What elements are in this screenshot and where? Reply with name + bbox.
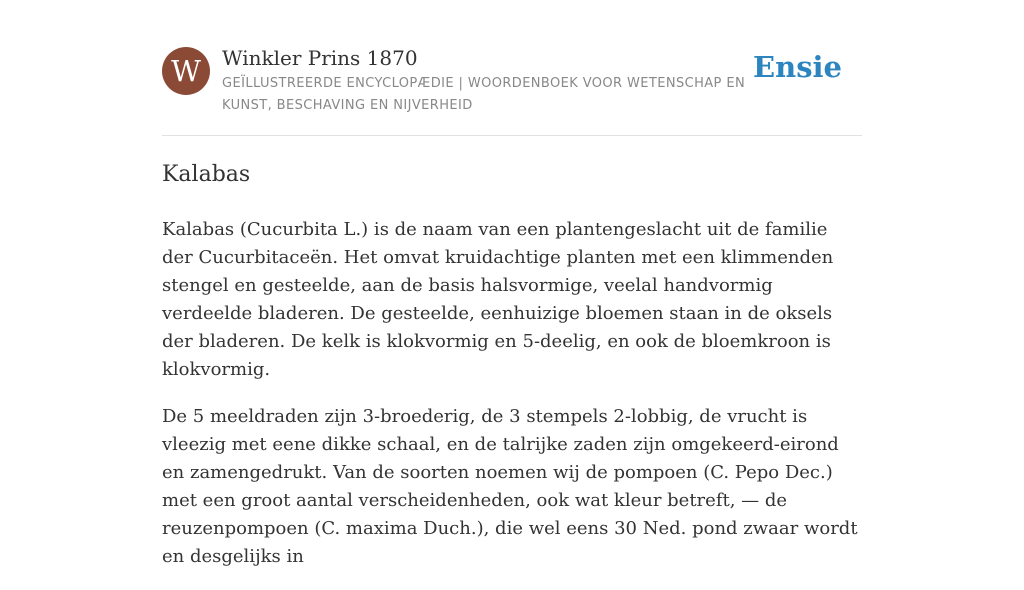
article-paragraph: De 5 meeldraden zijn 3-broederig, de 3 stempels 2-lobbig, de vrucht is vleezig met eene dikke schaal, en de talrijke zaden zijn omgekeerd-eirond en zamengedrukt. Van de soorten noemen wij de pompoen (C. Pepo Dec.) met een groot aantal verscheidenheden, ook wat kleur betreft, — de reuzenpompoen (C. maxima Duch.), die wel eens 30 Ned. pond zwaar wordt en desgelijks in bbox=[162, 406, 858, 567]
source-title[interactable]: Winkler Prins 1870 bbox=[222, 46, 418, 70]
ensie-logo-link[interactable]: Ensie bbox=[753, 50, 842, 84]
header-divider bbox=[162, 135, 862, 136]
article-paragraph: Kalabas (Cucurbita L.) is de naam van een plantengeslacht uit de familie der Cucurbitaceën. Het omvat kruidachtige planten met een klimmenden stengel en gesteelde, aan de basis halsvormige, veelal handvormig verdeelde bladeren. De gesteelde, eenhuizige bloemen staan in de oksels der bladeren. De kelk is klokvormig en 5-deelig, en ook de bloemkroon is klokvormig. bbox=[162, 219, 834, 380]
source-subtitle: GEÏLLUSTREERDE ENCYCLOPÆDIE | WOORDENBOEK VOOR WETENSCHAP EN KUNST, BESCHAVING EN NIJVERHEID bbox=[222, 76, 746, 113]
article-title: Kalabas bbox=[162, 162, 251, 187]
source-header bbox=[162, 44, 862, 136]
article bbox=[162, 158, 862, 590]
source-avatar[interactable]: W bbox=[162, 47, 210, 95]
